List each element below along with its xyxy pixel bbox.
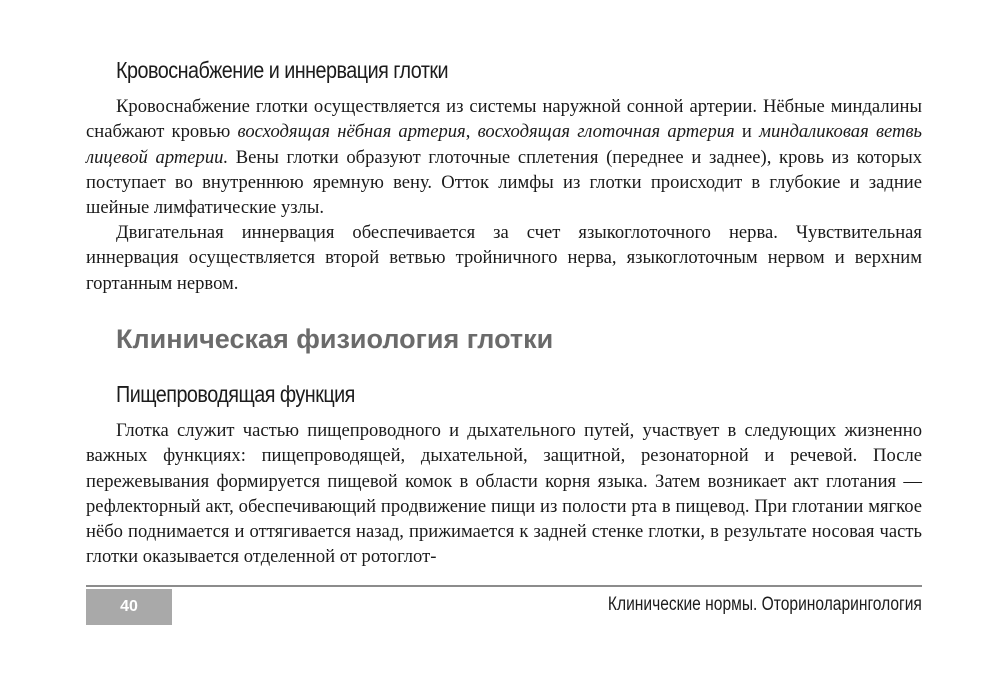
artery-term: восходящая глоточная артерия (477, 121, 735, 143)
running-footer-title: Клинические нормы. Оториноларингология (608, 594, 922, 615)
chapter-heading-physiology: Клиническая физиология глотки (116, 324, 554, 354)
paragraph-text: Вены глотки образуют глоточные сплетения (переднее и заднее), кровь из которых поступает во внутреннюю яремную вену. Отток лимфы из глотки происходит в глубокие и задние шейные лимфатические узлы. (86, 146, 922, 219)
paragraph-text: Кровоснабжение глотки осуществляется из системы наружной сонной артерии. Нёбные миндалины снабжают кровью (86, 96, 922, 143)
section-heading-food-function: Пищепроводящая функция (116, 381, 355, 407)
paragraph-innervation: Двигательная иннервация обеспечивается за счет языкоглоточного нерва. Чувствительная иннервация осуществляется второй ветвью тройничного нерва, языкоглоточным нервом и верхним гортанным нервом. (86, 222, 922, 294)
page-number: 40 (120, 598, 138, 615)
page-number-badge (86, 589, 172, 625)
footer-divider (86, 585, 922, 587)
paragraph-text: и (734, 121, 760, 143)
paragraph-blood-supply (86, 94, 922, 220)
section-heading-blood-supply: Кровоснабжение и иннервация глотки (116, 57, 449, 83)
paragraph-food-function: Глотка служит частью пищепроводного и дыхательного путей, участвует в следующих жизненно важных функциях: пищепроводящей, дыхательной, защитной, резонаторной и речевой. После пережевывания формируется пищевой комок в области корня языка. Затем возникает акт глотания — рефлекторный акт, обеспечивающий продвижение пищи из полости рта в пищевод. При глотании мягкое нёбо поднимается и оттягивается назад, прижимается к задней стенке глотки, в результате носовая часть глотки оказывается отделенной от ротоглот- (86, 420, 922, 568)
artery-term: миндаликовая ветвь лицевой артерии. (86, 121, 923, 168)
paragraph-text: , (465, 121, 478, 143)
artery-term: восходящая нёбная артерия (237, 121, 466, 143)
